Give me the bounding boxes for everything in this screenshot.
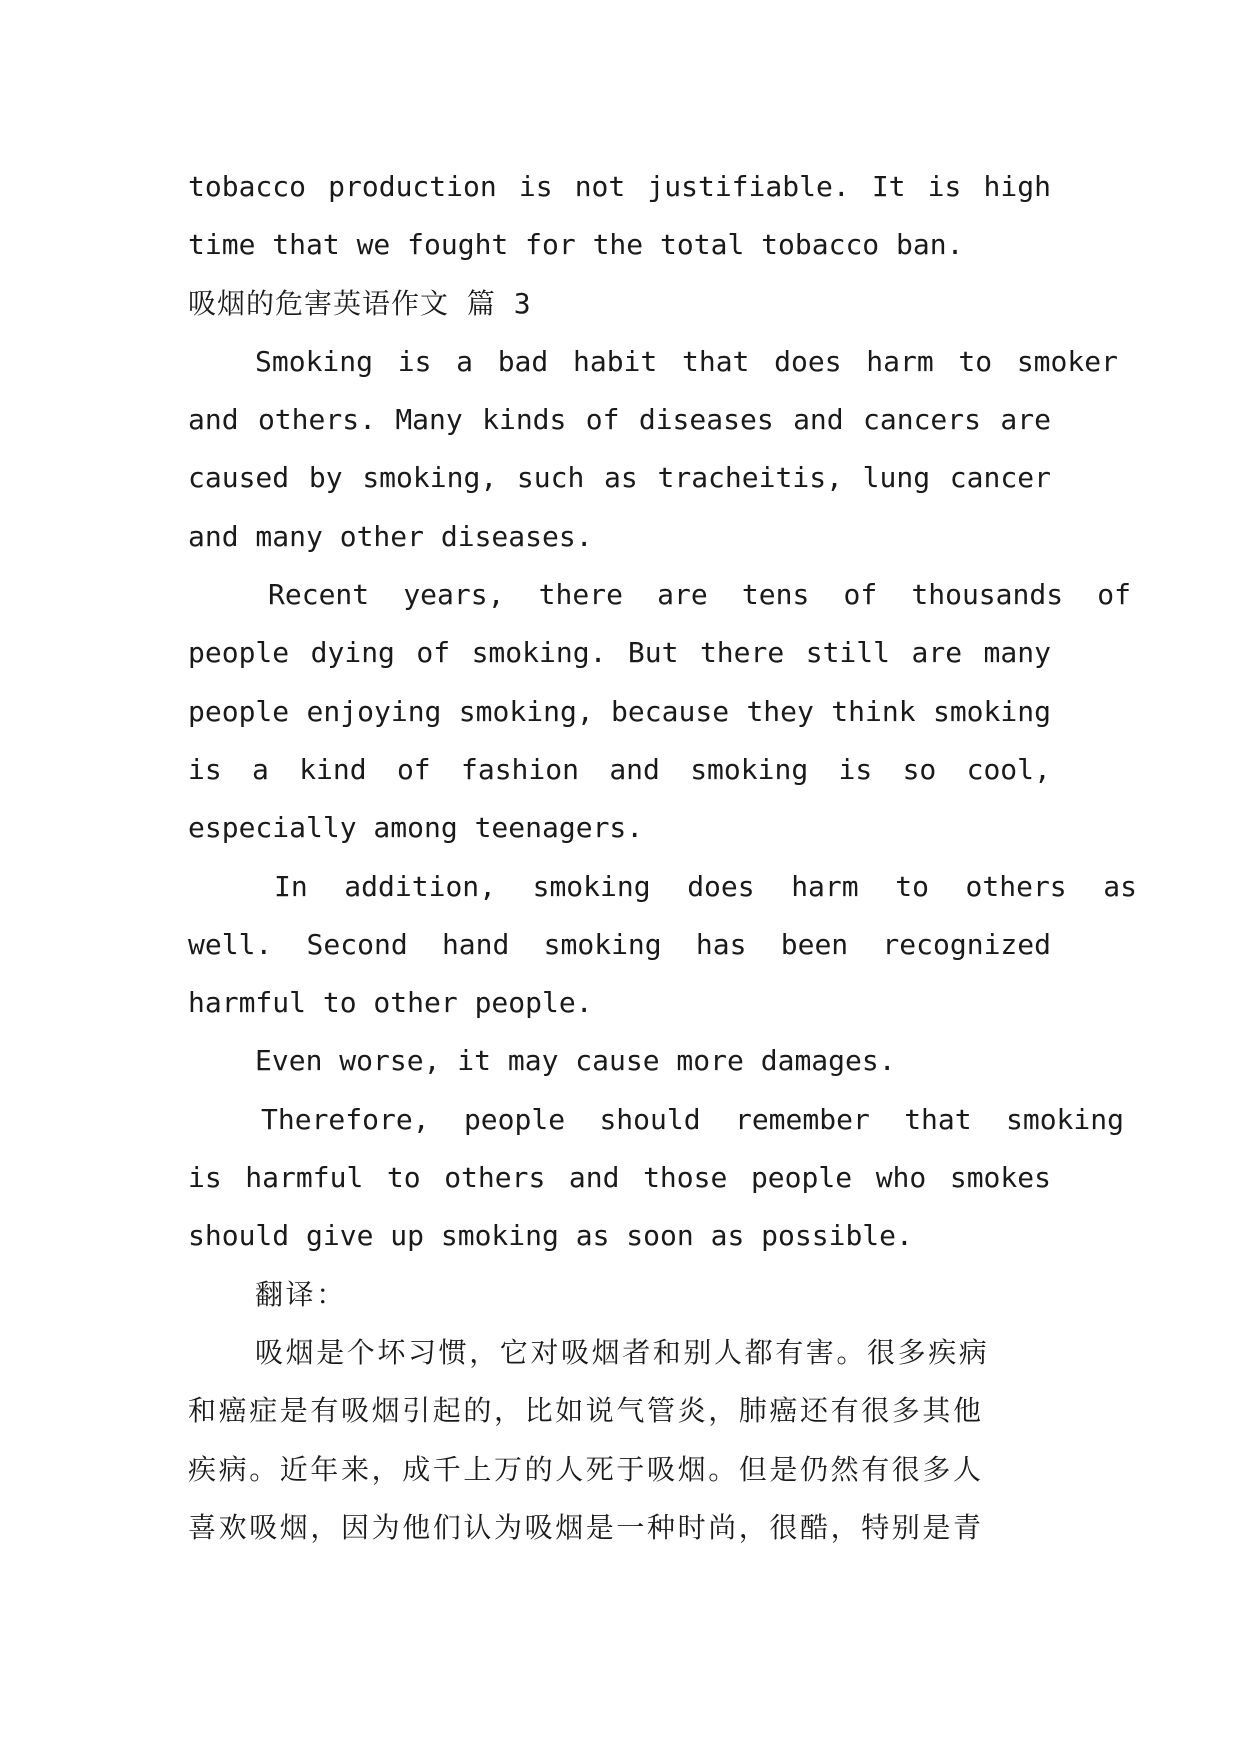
word: Second <box>306 927 408 961</box>
word: people <box>750 1161 853 1195</box>
word: years, <box>403 578 505 612</box>
text-line: Even worse, it may cause more damages. <box>255 1044 896 1078</box>
word: because <box>611 694 730 728</box>
word: But <box>627 636 679 670</box>
word: does <box>774 344 842 378</box>
word: people <box>463 1102 566 1136</box>
word: lung <box>862 461 931 495</box>
word: not <box>574 170 626 203</box>
text-line <box>188 566 1131 624</box>
word: tobacco <box>188 170 307 203</box>
word: smoking <box>532 869 651 903</box>
word: cancers <box>863 403 982 437</box>
word: and <box>793 403 844 437</box>
word: bad <box>497 344 549 378</box>
word: cancer <box>949 461 1051 495</box>
text-line: and many other diseases. <box>188 519 593 553</box>
word: fashion <box>460 752 579 786</box>
translation-label: 翻译： <box>255 1277 347 1311</box>
word: smoking <box>690 752 809 786</box>
word: there <box>538 578 623 612</box>
word: smoking <box>543 927 662 961</box>
word: remember <box>734 1102 870 1136</box>
word: harm <box>791 869 859 903</box>
word: enjoying <box>306 694 442 728</box>
word: thousands <box>911 578 1064 612</box>
word: of <box>396 752 431 786</box>
word: In <box>274 869 308 903</box>
word: and <box>188 403 239 437</box>
word: think <box>831 694 916 728</box>
word: harm <box>866 344 934 378</box>
text-line <box>188 449 1051 507</box>
word: cool, <box>966 752 1051 786</box>
text-line: 喜欢吸烟，因为他们认为吸烟是一种时尚，很酷，特别是青 <box>188 1510 984 1544</box>
word: smoking, <box>458 694 594 728</box>
text-line <box>188 391 1051 449</box>
text-line <box>188 624 1051 682</box>
word: such <box>516 461 585 495</box>
word: is <box>397 344 432 378</box>
word: many <box>983 636 1051 670</box>
text-line: harmful to other people. <box>188 986 593 1020</box>
word: so <box>902 752 937 786</box>
word: that <box>904 1102 972 1136</box>
word: as <box>604 461 638 495</box>
word: Recent <box>268 578 370 612</box>
word: tracheitis, <box>657 461 843 495</box>
word: that <box>681 344 750 378</box>
word: habit <box>572 344 658 378</box>
word: to <box>895 869 929 903</box>
text-line: should give up smoking as soon as possible. <box>188 1219 913 1253</box>
text-line: 吸烟是个坏习惯，它对吸烟者和别人都有害。很多疾病 <box>255 1335 990 1369</box>
text-line <box>188 1149 1051 1207</box>
word: diseases <box>638 403 774 437</box>
text-line <box>188 916 1051 974</box>
word: people <box>188 636 290 670</box>
word: of <box>1097 578 1131 612</box>
text-line: 疾病。近年来，成千上万的人死于吸烟。但是仍然有很多人 <box>188 1452 984 1486</box>
word: is <box>188 1161 222 1195</box>
word: well. <box>188 927 273 961</box>
text-line: time that we fought for the total tobacco ban. <box>188 228 964 262</box>
word: harmful <box>245 1161 364 1195</box>
word: Many <box>395 403 463 437</box>
word: is <box>518 170 553 203</box>
word: smoker <box>1016 344 1118 378</box>
word: of <box>585 403 620 437</box>
text-line: especially among teenagers. <box>188 811 644 845</box>
word: Therefore, <box>261 1102 430 1136</box>
word: smoking <box>1005 1102 1124 1136</box>
word: a <box>456 344 473 378</box>
word: others. <box>257 403 376 437</box>
word: others <box>965 869 1067 903</box>
word: is <box>838 752 873 786</box>
word: who <box>875 1161 927 1195</box>
text-line <box>188 741 1051 799</box>
word: kind <box>299 752 367 786</box>
word: to <box>386 1161 421 1195</box>
text-line <box>188 333 1118 391</box>
word: and <box>568 1161 620 1195</box>
text-line <box>188 683 1051 741</box>
word: addition, <box>344 869 497 903</box>
section-heading: 吸烟的危害英语作文 篇 3 <box>188 286 532 320</box>
word: people <box>188 694 290 728</box>
word: been <box>780 927 849 961</box>
word: production <box>328 170 497 203</box>
word: those <box>643 1161 728 1195</box>
word: tens <box>741 578 810 612</box>
word: still <box>805 636 891 670</box>
word: It <box>871 170 906 203</box>
word: and <box>609 752 660 786</box>
word: is <box>188 752 222 786</box>
text-line <box>188 158 1051 216</box>
word: justifiable. <box>647 170 850 203</box>
word: are <box>657 578 708 612</box>
word: smokes <box>949 1161 1051 1195</box>
word: hand <box>441 927 510 961</box>
word: there <box>699 636 785 670</box>
word: has <box>695 927 747 961</box>
word: to <box>958 344 993 378</box>
word: kinds <box>482 403 567 437</box>
word: others <box>444 1161 546 1195</box>
word: Smoking <box>255 344 374 378</box>
document-body <box>188 158 1137 1557</box>
word: of <box>416 636 451 670</box>
word: does <box>687 869 755 903</box>
word: smoking, <box>362 461 498 495</box>
word: high <box>983 170 1051 203</box>
word: by <box>308 461 343 495</box>
word: is <box>927 170 962 203</box>
word: are <box>1000 403 1051 437</box>
word: caused <box>188 461 290 495</box>
text-line: 和癌症是有吸烟引起的，比如说气管炎，肺癌还有很多其他 <box>188 1394 984 1428</box>
word: should <box>599 1102 701 1136</box>
word: dying <box>310 636 395 670</box>
word: a <box>252 752 269 786</box>
word: smoking <box>932 694 1051 728</box>
word: smoking. <box>471 636 607 670</box>
word: are <box>911 636 963 670</box>
word: recognized <box>882 927 1051 961</box>
word: of <box>843 578 878 612</box>
word: as <box>1103 869 1137 903</box>
text-line <box>188 858 1137 916</box>
word: they <box>746 694 814 728</box>
text-line <box>188 1091 1124 1149</box>
